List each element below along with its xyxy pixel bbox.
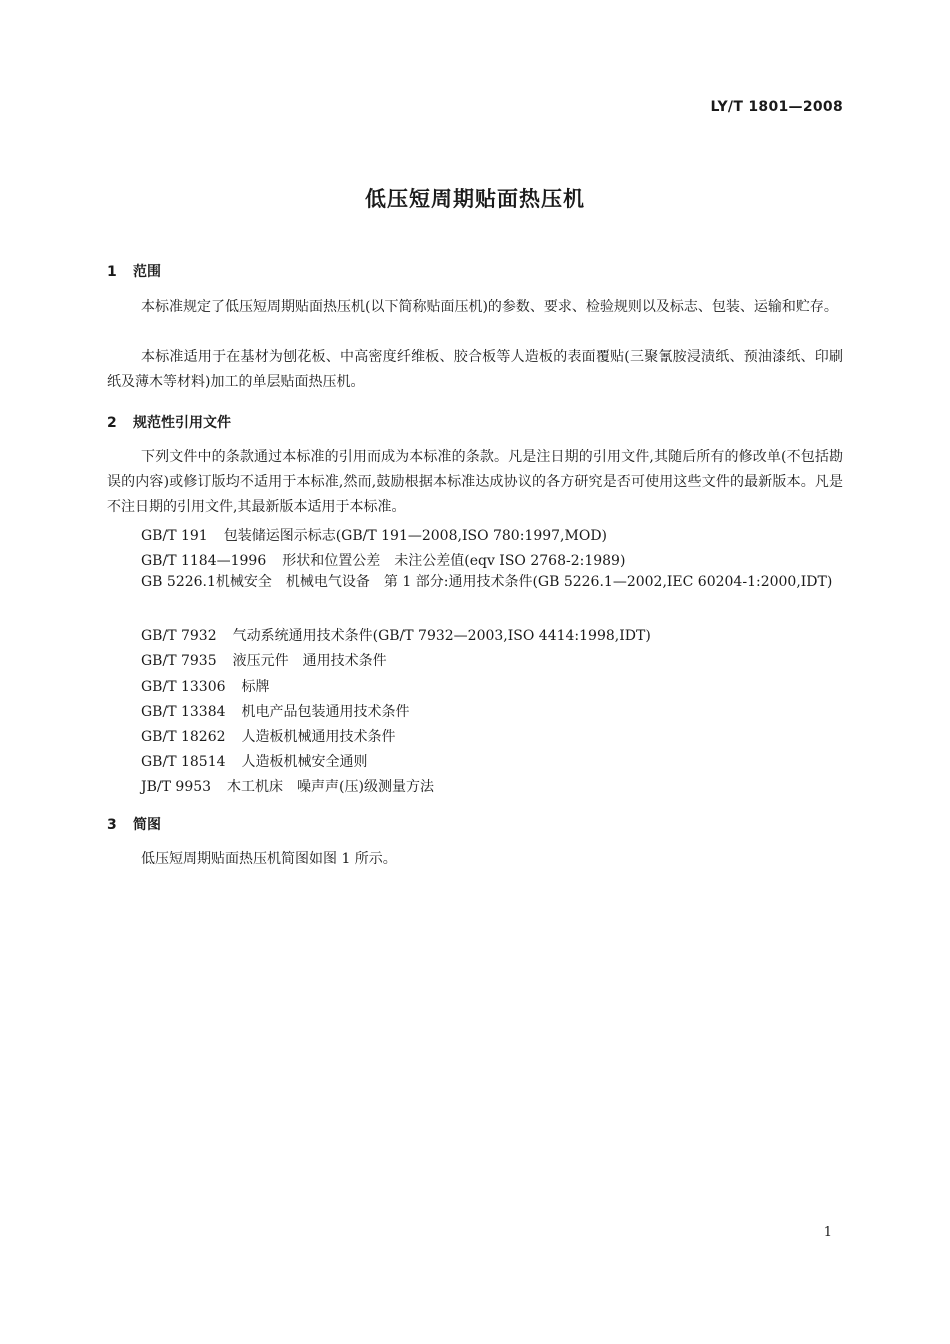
section-1-paragraph-2: 本标准适用于在基材为刨花板、中高密度纤维板、胶合板等人造板的表面覆贴(三聚氰胺浸渍纸、预油漆纸、印刷纸及薄木等材料)加工的单层贴面热压机。 xyxy=(107,349,843,390)
section-number: 1 xyxy=(107,264,117,280)
section-2-intro: 下列文件中的条款通过本标准的引用而成为本标准的条款。凡是注日期的引用文件,其随后所有的修改单(不包括勘误的内容)或修订版均不适用于本标准,然而,鼓励根据本标准达成协议的各方研究是否可使用这些文件的最新版本。凡是不注日期的引用文件,其最新版本适用于本标准。 xyxy=(107,449,843,515)
section-2-heading xyxy=(107,412,231,432)
reference-code: GB/T 13384 xyxy=(141,704,226,720)
reference-item xyxy=(141,550,625,570)
reference-item xyxy=(141,701,410,721)
reference-code: GB/T 13306 xyxy=(141,679,226,695)
reference-item xyxy=(141,726,396,746)
standard-code: LY/T 1801—2008 xyxy=(710,99,843,115)
reference-title: 机电产品包装通用技术条件 xyxy=(241,704,410,720)
document-title: 低压短周期贴面热压机 xyxy=(365,187,585,211)
section-title: 简图 xyxy=(133,817,161,833)
section-title: 规范性引用文件 xyxy=(133,415,231,431)
reference-title: 人造板机械安全通则 xyxy=(241,754,368,770)
reference-code: GB/T 1184—1996 xyxy=(141,553,267,569)
reference-item xyxy=(107,570,843,595)
reference-item xyxy=(141,525,607,545)
reference-title: 包装储运图示标志(GB/T 191—2008,ISO 780:1997,MOD) xyxy=(223,528,608,544)
reference-code: GB 5226.1 xyxy=(141,574,216,590)
reference-title: 气动系统通用技术条件(GB/T 7932—2003,ISO 4414:1998,IDT) xyxy=(232,628,651,644)
reference-code: GB/T 7935 xyxy=(141,653,217,669)
reference-title: 标牌 xyxy=(241,679,270,695)
reference-title: 木工机床 噪声声(压)级测量方法 xyxy=(227,779,434,795)
page-number: 1 xyxy=(823,1225,832,1240)
reference-item xyxy=(141,776,434,796)
reference-code: GB/T 7932 xyxy=(141,628,217,644)
section-3-paragraph: 低压短周期贴面热压机简图如图 1 所示。 xyxy=(141,851,397,867)
reference-title: 液压元件 通用技术条件 xyxy=(232,653,387,669)
reference-title: 形状和位置公差 未注公差值(eqv ISO 2768-2:1989) xyxy=(282,553,626,569)
section-number: 2 xyxy=(107,415,117,431)
reference-code: GB/T 191 xyxy=(141,528,208,544)
section-title: 范围 xyxy=(133,264,161,280)
reference-item xyxy=(141,625,651,645)
reference-code: GB/T 18514 xyxy=(141,754,226,770)
reference-item xyxy=(141,650,387,670)
reference-item xyxy=(141,676,270,696)
reference-code: JB/T 9953 xyxy=(141,779,212,795)
reference-code: GB/T 18262 xyxy=(141,729,226,745)
reference-title: 人造板机械通用技术条件 xyxy=(241,729,396,745)
section-3-heading xyxy=(107,814,161,834)
section-1-paragraph-1: 本标准规定了低压短周期贴面热压机(以下简称贴面压机)的参数、要求、检验规则以及标志、包装、运输和贮存。 xyxy=(141,299,838,315)
section-1-heading xyxy=(107,261,161,281)
reference-item xyxy=(141,751,368,771)
reference-title: 机械安全 机械电气设备 第 1 部分:通用技术条件(GB 5226.1—2002,IEC 60204-1:2000,IDT) xyxy=(215,574,833,590)
section-number: 3 xyxy=(107,817,117,833)
